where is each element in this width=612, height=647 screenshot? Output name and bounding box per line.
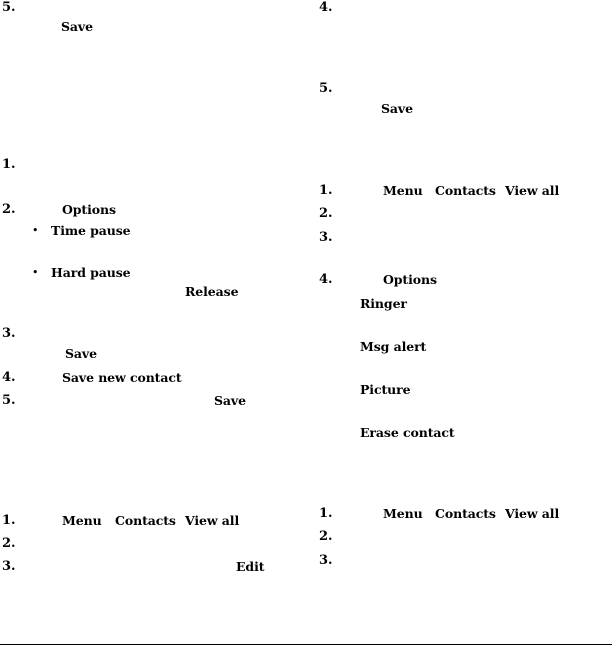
save-keyword: Save	[61, 19, 93, 34]
step-number: 5.	[2, 0, 16, 15]
save-new-contact-keyword: Save new contact	[62, 370, 182, 385]
step-number: 5.	[2, 393, 16, 408]
step-number: 3.	[2, 559, 16, 574]
picture-keyword: Picture	[360, 382, 411, 397]
msg-alert-keyword: Msg alert	[360, 339, 427, 354]
save-keyword: Save	[214, 393, 246, 408]
step-number: 2.	[319, 529, 333, 544]
menu-keyword: Menu	[383, 506, 423, 521]
view-all-keyword: View all	[505, 506, 560, 521]
view-all-keyword: View all	[185, 513, 240, 528]
view-all-keyword: View all	[505, 183, 560, 198]
save-keyword: Save	[381, 101, 413, 116]
step-number: 4.	[2, 370, 16, 385]
contacts-keyword: Contacts	[435, 183, 496, 198]
step-number: 1.	[2, 157, 16, 172]
menu-keyword: Menu	[383, 183, 423, 198]
step-number: 3.	[319, 230, 333, 245]
step-number: 2.	[2, 202, 16, 217]
ringer-keyword: Ringer	[360, 296, 407, 311]
step-number: 3.	[319, 553, 333, 568]
contacts-keyword: Contacts	[115, 513, 176, 528]
bullet-icon: •	[32, 224, 39, 237]
hard-pause-keyword: Hard pause	[51, 265, 131, 280]
time-pause-keyword: Time pause	[51, 223, 131, 238]
release-keyword: Release	[185, 284, 239, 299]
step-number: 2.	[319, 206, 333, 221]
bullet-icon: •	[32, 266, 39, 279]
step-number: 4.	[319, 0, 333, 15]
erase-contact-keyword: Erase contact	[360, 425, 455, 440]
step-number: 1.	[2, 513, 16, 528]
step-number: 1.	[319, 183, 333, 198]
step-number: 4.	[319, 272, 333, 287]
step-number: 2.	[2, 536, 16, 551]
step-number: 3.	[2, 326, 16, 341]
save-keyword: Save	[65, 346, 97, 361]
menu-keyword: Menu	[62, 513, 102, 528]
options-keyword: Options	[62, 202, 116, 217]
options-keyword: Options	[383, 272, 437, 287]
contacts-keyword: Contacts	[435, 506, 496, 521]
footer-rule	[0, 644, 612, 645]
edit-keyword: Edit	[236, 559, 265, 574]
step-number: 5.	[319, 81, 333, 96]
step-number: 1.	[319, 506, 333, 521]
